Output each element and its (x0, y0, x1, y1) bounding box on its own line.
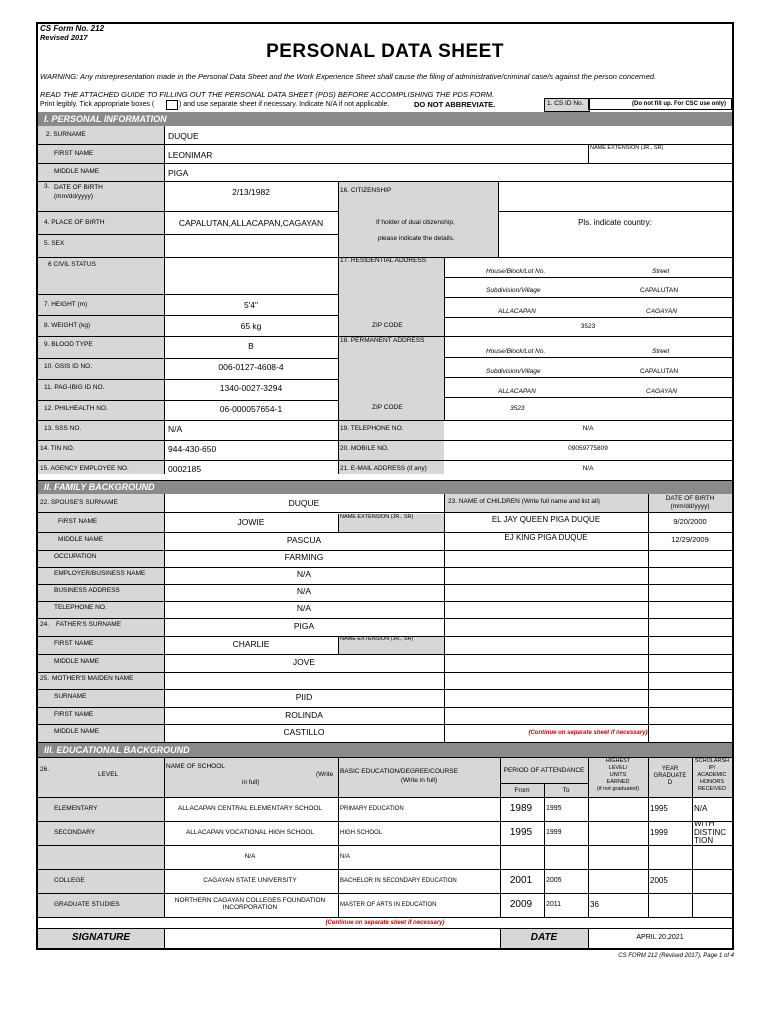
pob-label: 4. PLACE OF BIRTH (44, 219, 105, 226)
mother-surname-value[interactable]: PIID (295, 692, 313, 702)
education-honors[interactable]: N/A (694, 803, 708, 813)
spouse-ext-label: NAME EXTENSION (JR., SR) (340, 514, 414, 520)
pagibig-value[interactable]: 1340-0027-3294 (219, 383, 283, 393)
course-header-a: BASIC EDUCATION/DEGREE/COURSE (340, 768, 458, 775)
children-continue-note: (Continue on separate sheet if necessary) (528, 730, 648, 736)
education-to[interactable]: 1999 (546, 829, 562, 837)
res-province-value[interactable]: CAGAYAN (646, 308, 677, 315)
spouse-telephone-label: TELEPHONE NO. (54, 604, 107, 611)
mother-first-value[interactable]: ROLINDA (285, 710, 323, 720)
res-zip-value[interactable]: 3523 (580, 323, 596, 330)
first-name-label: FIRST NAME (54, 150, 94, 157)
education-to[interactable] (546, 845, 586, 869)
education-level: ELEMENTARY (54, 804, 98, 812)
year-header-b: GRADUATE (653, 773, 687, 779)
child-name[interactable]: EL JAY QUEEN PIGA DUQUE (491, 515, 601, 524)
education-from[interactable]: 2001 (509, 874, 533, 886)
education-units[interactable]: 36 (590, 899, 599, 909)
spouse-middle-value[interactable]: PASCUA (286, 535, 322, 545)
units-header-b: LEVEL/ (608, 765, 628, 771)
child-dob[interactable]: 9/20/2000 (673, 517, 707, 526)
father-middle-value[interactable]: JOVE (292, 657, 316, 667)
spouse-middle-label: MIDDLE NAME (58, 536, 104, 543)
telephone-value[interactable]: N/A (582, 425, 594, 432)
form-revised: Revised 2017 (40, 33, 88, 42)
csc-note: (Do not fill up. For CSC use only) (632, 101, 726, 107)
print-note-a: Print legibly. Tick appropriate boxes ( (40, 101, 155, 108)
education-honors[interactable]: WITH DISTINC TION (694, 821, 726, 845)
employer-value[interactable]: N/A (296, 569, 312, 579)
school-header-a: NAME OF SCHOOL (166, 763, 225, 770)
business-address-label: BUSINESS ADDRESS (54, 587, 120, 594)
education-continue-note: (Continue on separate sheet if necessary) (325, 920, 445, 926)
education-num: 26. (40, 766, 50, 773)
res-subdivision-label: Subdivision/Village (486, 287, 541, 294)
honors-header-c: ACADEMIC (697, 772, 727, 778)
education-units[interactable] (590, 845, 646, 869)
father-num: 24. (40, 621, 50, 628)
middle-name-value[interactable]: PIGA (168, 168, 189, 178)
units-header-a: HIGHEST (605, 758, 631, 764)
education-level: SECONDARY (54, 828, 96, 836)
personal-label-column (38, 126, 164, 474)
father-first-value[interactable]: CHARLIE (232, 639, 270, 649)
blood-type-value[interactable]: B (248, 341, 254, 351)
school-header-b: (Write (316, 771, 334, 778)
sss-value[interactable]: N/A (168, 424, 183, 434)
address-label-column (338, 257, 444, 474)
education-course[interactable]: PRIMARY EDUCATION (340, 805, 404, 812)
res-city-value[interactable]: ALLACAPAN (498, 308, 536, 315)
sss-label: 13. SSS NO. (44, 425, 82, 432)
mother-middle-value[interactable]: CASTILLO (283, 727, 325, 737)
dob-format: (mm/dd/yyyy) (54, 193, 93, 200)
date-label: DATE (530, 932, 558, 943)
mother-middle-label: MIDDLE NAME (54, 728, 100, 735)
education-level: COLLEGE (54, 876, 85, 884)
res-street-label: Street (652, 268, 670, 275)
education-year[interactable]: 1995 (650, 803, 668, 813)
education-course[interactable]: N/A (340, 853, 351, 860)
dob-num: 3. (44, 183, 50, 190)
cs-id-label: 1. CS ID No. (547, 100, 584, 107)
res-house-label: House/Block/Lot No. (486, 268, 546, 275)
dob-label: DATE OF BIRTH (54, 184, 103, 191)
from-header: From (514, 787, 530, 794)
perm-zip-label: ZIP CODE (372, 404, 403, 411)
education-course[interactable]: BACHELOR IN SECONDARY EDUCATION (340, 877, 457, 884)
education-units[interactable] (590, 821, 646, 845)
course-header-b: (Write in full) (400, 777, 438, 784)
no-abbreviate: DO NOT ABBREVIATE. (414, 100, 496, 109)
signature-field[interactable] (165, 929, 500, 948)
education-level (54, 845, 162, 869)
education-from[interactable]: 1989 (509, 802, 533, 814)
child-name[interactable]: EJ KING PIGA DUQUE (504, 533, 588, 542)
agency-value[interactable]: 0002185 (168, 464, 202, 474)
signature-label: SIGNATURE (71, 932, 131, 943)
units-header-c: UNITS (609, 772, 627, 778)
dual-citizenship-a: If holder of dual citizenship, (376, 219, 455, 226)
year-header-a: YEAR (661, 766, 679, 772)
father-surname-value[interactable]: PIGA (293, 621, 315, 631)
education-course[interactable]: MASTER OF ARTS IN EDUCATION (340, 901, 437, 908)
education-level: GRADUATE STUDIES (54, 900, 120, 908)
email-value[interactable]: N/A (582, 465, 594, 472)
permanent-address-label: 18. PERMANENT ADDRESS (340, 337, 425, 344)
mother-surname-label: SURNAME (54, 693, 87, 700)
tin-label: 14. TIN NO. (40, 445, 75, 452)
education-year[interactable] (650, 893, 690, 917)
education-from[interactable]: 1995 (509, 826, 533, 838)
spouse-surname-label: 22. SPOUSE'S SURNAME (40, 499, 118, 506)
honors-header-e: RECEIVED (697, 786, 727, 792)
education-school[interactable]: ALLACAPAN VOCATIONAL HIGH SCHOOL (185, 828, 315, 836)
civil-status-label: 6 CIVIL STATUS (48, 261, 96, 268)
page-title: PERSONAL DATA SHEET (266, 41, 504, 62)
tin-value[interactable]: 944-430-650 (168, 444, 217, 454)
first-name-value[interactable]: LEONIMAR (168, 150, 213, 160)
honors-header-d: HONORS (699, 779, 725, 785)
education-to[interactable]: 2011 (546, 901, 562, 909)
education-from[interactable] (500, 845, 542, 869)
spouse-first-value[interactable]: JOWIE (237, 517, 265, 527)
sex-label: 5. SEX (44, 240, 65, 247)
name-ext-label: NAME EXTENSION (JR., SR) (590, 145, 664, 151)
business-address-value[interactable]: N/A (296, 586, 312, 596)
school-header-c: in full) (242, 779, 260, 786)
honors-header-a: SCHOLARSH (694, 758, 730, 764)
res-barangay-value[interactable]: CAPALUTAN (640, 287, 679, 294)
child-dob[interactable]: 12/29/2009 (671, 535, 709, 544)
telephone-label: 19. TELEPHONE NO. (340, 425, 404, 432)
print-note-b: ) and use separate sheet if necessary. Indicate N/A if not applicable. (179, 101, 390, 108)
perm-subdivision-label: Subdivision/Village (486, 368, 541, 375)
residential-address-label: 17. RESIDENTIAL ADDRESS (340, 257, 427, 264)
gsis-label: 10. GSIS ID NO. (44, 363, 93, 370)
guide-text: READ THE ATTACHED GUIDE TO FILLING OUT THE PERSONAL DATA SHEET (PDS) BEFORE ACCOMPLISHING THE PDS FORM. (40, 90, 495, 99)
occupation-value[interactable]: FARMING (284, 552, 324, 562)
dual-citizenship-b: please indicate the details. (378, 235, 455, 242)
children-label: 23. NAME of CHILDREN (Write full name and list all) (448, 498, 600, 505)
education-school[interactable]: CAGAYAN STATE UNIVERSITY (203, 876, 297, 884)
tick-box-icon (166, 100, 178, 110)
perm-house-label: House/Block/Lot No. (486, 348, 546, 355)
perm-city-value[interactable]: ALLACAPAN (498, 388, 536, 395)
mother-first-label: FIRST NAME (54, 711, 94, 718)
philhealth-value[interactable]: 06-000057654-1 (219, 404, 283, 414)
weight-value[interactable]: 65 kg (240, 321, 262, 331)
education-year[interactable]: 2005 (650, 875, 668, 885)
pob-value[interactable]: CAPALUTAN,ALLACAPAN,CAGAYAN (178, 218, 324, 228)
education-units[interactable] (590, 869, 646, 893)
education-year[interactable]: 1999 (650, 827, 668, 837)
section-education-header: III. EDUCATIONAL BACKGROUND (38, 743, 732, 757)
employer-label: EMPLOYER/BUSINESS NAME (54, 570, 146, 577)
year-header-c: D (667, 780, 673, 786)
education-units[interactable] (590, 797, 646, 821)
section-family-header: II. FAMILY BACKGROUND (38, 480, 732, 494)
dob-value[interactable]: 2/13/1982 (232, 187, 270, 197)
education-school[interactable]: ALLACAPAN CENTRAL ELEMENTARY SCHOOL (177, 804, 323, 812)
country-label: Pls. indicate country: (578, 218, 652, 227)
height-value[interactable]: 5'4" (243, 300, 259, 310)
middle-name-label: MIDDLE NAME (54, 168, 100, 175)
education-school[interactable]: N/A (244, 852, 256, 860)
spouse-telephone-value[interactable]: N/A (296, 603, 312, 613)
period-header: PERIOD OF ATTENDANCE (503, 767, 585, 774)
education-from[interactable]: 2009 (509, 898, 533, 910)
education-honors[interactable] (694, 845, 730, 869)
res-zip-label: ZIP CODE (372, 322, 403, 329)
height-label: 7. HEIGHT (m) (44, 301, 88, 308)
child-dob-label: DATE OF BIRTH (665, 495, 715, 502)
father-first-label: FIRST NAME (54, 640, 94, 647)
education-to[interactable]: 1995 (546, 805, 562, 813)
agency-label: 15. AGENCY EMPLOYEE NO. (40, 465, 129, 472)
perm-street-label: Street (652, 348, 670, 355)
citizenship-label: 16. CITIZENSHIP (340, 187, 392, 194)
spouse-surname-value[interactable]: DUQUE (288, 498, 320, 508)
education-school[interactable]: NORTHERN CAGAYAN COLLEGES FOUNDATION INCORPORATION (174, 897, 326, 911)
warning-text: WARNING: Any misrepresentation made in the Personal Data Sheet and the Work Experience Sheet shall cause the filing of administrative/criminal case/s against the person concerned. (40, 72, 657, 81)
surname-label: 2. SURNAME (46, 131, 86, 138)
level-header: LEVEL (98, 771, 119, 778)
father-middle-label: MIDDLE NAME (54, 658, 100, 665)
units-header-d: EARNED (606, 779, 630, 785)
pagibig-label: 11. PAG-IBIG ID NO. (44, 384, 105, 391)
occupation-label: OCCUPATION (54, 553, 97, 560)
blood-type-label: 9. BLOOD TYPE (44, 341, 93, 348)
child-dob-format: (mm/dd/yyyy) (670, 503, 710, 510)
education-course[interactable]: HIGH SCHOOL (340, 829, 383, 836)
form-footer-note: CS FORM 212 (Revised 2017), Page 1 of 4 (618, 953, 734, 959)
gsis-value[interactable]: 006-0127-4608-4 (218, 362, 284, 372)
mobile-label: 20. MOBILE NO. (340, 445, 389, 452)
weight-label: 8. WEIGHT (kg) (44, 322, 91, 329)
units-header-e: (if not graduated) (597, 786, 639, 792)
perm-barangay-value[interactable]: CAPALUTAN (640, 368, 679, 375)
to-header: To (562, 787, 570, 794)
mother-maiden-label: MOTHER'S MAIDEN NAME (52, 675, 134, 682)
father-ext-label: NAME EXTENSION (JR., SR) (340, 636, 414, 642)
surname-value[interactable]: DUQUE (168, 131, 199, 141)
perm-province-value[interactable]: CAGAYAN (646, 388, 677, 395)
section-personal-header: I. PERSONAL INFORMATION (38, 112, 732, 126)
father-surname-label: FATHER'S SURNAME (56, 621, 122, 628)
pds-form (36, 22, 734, 950)
mother-num: 25. (40, 675, 50, 682)
mobile-value[interactable]: 09059775809 (568, 445, 608, 452)
education-year[interactable] (650, 845, 690, 869)
form-number: CS Form No. 212 (40, 24, 105, 33)
education-honors[interactable] (694, 893, 730, 917)
email-label: 21. E-MAIL ADDRESS (if any) (340, 465, 427, 472)
perm-zip-value[interactable]: 3523 (510, 405, 525, 412)
education-honors[interactable] (694, 869, 730, 893)
philhealth-label: 12. PHILHEALTH NO. (44, 405, 108, 412)
honors-header-b: IP/ (708, 765, 716, 771)
spouse-first-label: FIRST NAME (58, 518, 98, 525)
education-to[interactable]: 2005 (546, 877, 562, 885)
date-value[interactable]: APRIL 20,2021 (636, 934, 684, 941)
